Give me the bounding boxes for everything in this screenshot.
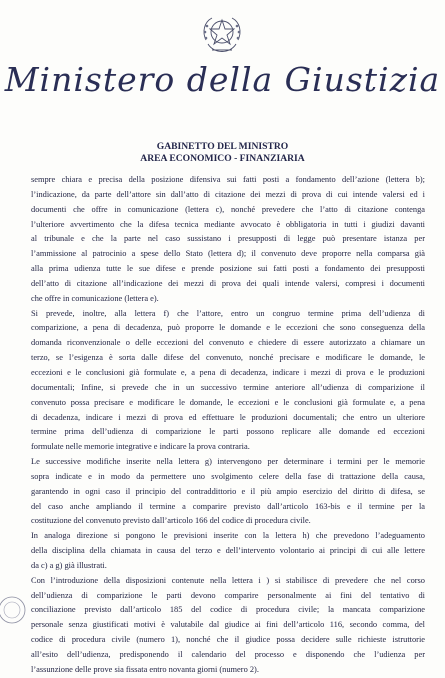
body-line: dell’atto di citazione all’indicazione dei mezzi di prova dei quali intende valersi, compresi i documenti bbox=[31, 278, 425, 288]
body-line: domanda riconvenzionale o delle eccezioni del convenuto e chiedere di essere autorizzato a chiamare un bbox=[31, 338, 425, 348]
body-line: termine prima dell’udienza di comparizione le parti possono replicare alle domande ed eccezioni bbox=[31, 427, 425, 437]
body-line: Le successive modifiche inserite nella lettera g) intervengono per determinare i termini per le memorie bbox=[31, 457, 425, 467]
body-line: personale senza giustificati motivi è valutabile dal giudice ai fini dell’articolo 116, secondo comma, del bbox=[31, 620, 425, 630]
body-line: della disciplina della chiamata in causa del terzo e dell’intervento volontario ai principi di cui alle lettere bbox=[31, 546, 425, 556]
body-line: In analoga direzione si pongono le previsioni inserite con la lettera h) che prevedono l’adeguamento bbox=[31, 531, 425, 541]
body-line: terzo, se l’esigenza è sorta dalle difese del convenuto, nonché precisare e modificare le domande, le bbox=[31, 353, 425, 363]
round-stamp-icon bbox=[0, 588, 36, 624]
body-line: garantendo in ogni caso il principio del contraddittorio e il più ampio esercizio del diritto di difesa, se bbox=[31, 486, 425, 496]
body-line: documenti che offre in comunicazione (lettera c), nonché prevedere che l’atto di citazione contenga bbox=[31, 204, 425, 214]
document-body bbox=[31, 173, 425, 678]
body-line: documentali; Infine, si prevede che in un successivo termine anteriore all’udienza di comparizione il bbox=[31, 382, 425, 392]
italian-republic-emblem-icon bbox=[198, 10, 246, 60]
body-line: comparizione, a pena di decadenza, può proporre le domande e le eccezioni che sono conseguenza della bbox=[31, 323, 425, 333]
body-line: costituzione del convenuto previsto dall’articolo 166 del codice di procedura civile. bbox=[31, 516, 311, 526]
body-line: conciliazione previsto dall’articolo 185 del codice di procedura civile; la mancata comparizione bbox=[31, 605, 425, 615]
body-line: alla prima udienza tutte le sue difese e prende posizione sui fatti posti a fondamento dei presupposti bbox=[31, 264, 425, 274]
body-line: Con l’introduzione della disposizioni contenute nella lettera i ) si stabilisce di prevedere che nel corso bbox=[31, 575, 425, 585]
body-line: che offre in comunicazione (lettera e). bbox=[31, 293, 159, 303]
body-line: sempre chiara e precisa della posizione difensiva sui fatti posti a fondamento dell’azione (lettera b); bbox=[31, 175, 425, 184]
body-line: formulate nelle memorie integrative e indicare la prova contraria. bbox=[31, 442, 250, 452]
body-line: all’esito dell’udienza, predisponendo il calendario del processo e disponendo che l’udienza per bbox=[31, 650, 425, 659]
area-heading: AREA ECONOMICO - FINANZIARIA bbox=[140, 153, 305, 164]
body-line: l’indicazione, da parte dell’attore sin dall’atto di citazione dei mezzi di prova di cui intende valersi ed i bbox=[31, 189, 425, 199]
body-line: eccezioni e le conclusioni già formulate e, a pena di decadenza, indicare i mezzi di prova e le produzioni bbox=[31, 367, 425, 377]
body-line: sopra indicate e in modo da permettere uno svolgimento celere della fase di trattazione della causa, bbox=[31, 471, 425, 481]
body-line: al tribunale e che la parte nel caso sussistano i presupposti di legge può presentare istanza per bbox=[31, 234, 425, 244]
body-line: l’ulteriore avvertimento che la difesa tecnica mediante avvocato è obbligatoria in tutti i giudizi davanti bbox=[31, 219, 425, 229]
gabinetto-heading: GABINETTO DEL MINISTRO bbox=[156, 141, 289, 152]
body-line: convenuto possa precisare e modificare le domande, le eccezioni e le conclusioni già formulate e, a pena bbox=[31, 397, 425, 407]
body-line: Si prevede, inoltre, alla lettera f) che l’attore, entro un congruo termine prima dell’udienza di bbox=[31, 308, 425, 318]
body-line: l’assunzione delle prove sia fissata entro novanta giorni (numero 2). bbox=[31, 664, 259, 674]
body-line: codice di procedura civile (numero 1), nonché che il giudice possa decidere sulle richieste istruttorie bbox=[31, 635, 425, 645]
body-line: l’ammissione al patrocinio a spese dello Stato (lettera d); il convenuto deve proporre nella comparsa già bbox=[31, 249, 425, 259]
body-line: di decadenza, indicare i mezzi di prova ed effettuare le produzioni documentali; che entro un ulteriore bbox=[31, 412, 425, 422]
ministry-title: Ministero della Giustizia bbox=[4, 60, 441, 99]
body-line: dell’udienza di comparizione le parti devono comparire personalmente ai fini del tentativo di bbox=[31, 590, 425, 600]
body-line: da c) a g) già illustrati. bbox=[31, 560, 107, 570]
body-line: del caso anche ampliando il termine a comparire previsto dall’articolo 163-bis e il termine per la bbox=[31, 501, 425, 511]
